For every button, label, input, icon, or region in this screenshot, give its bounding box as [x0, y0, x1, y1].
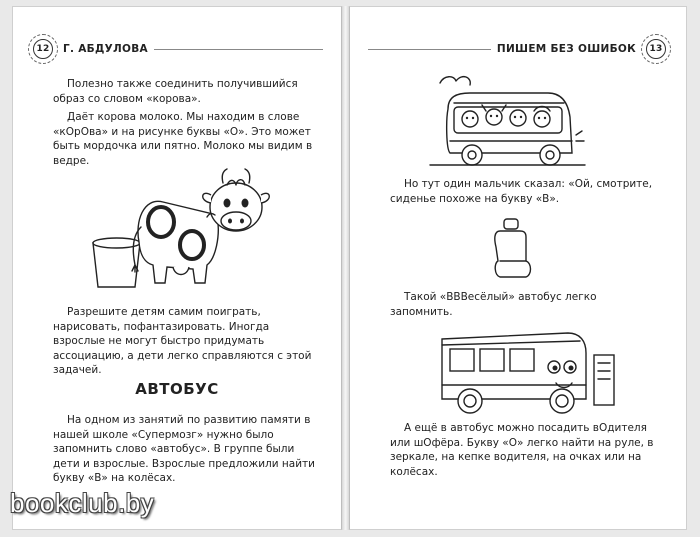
page-number: 12: [36, 44, 50, 54]
text-block-2: [390, 290, 658, 323]
seat-illustration: [490, 217, 534, 283]
seat-headrest-icon: [504, 219, 518, 229]
paragraph: А ещё в автобус можно посадить вОдителя или шОфёра. Букву «О» легко найти на руле, в зеркале, на кепке водителя, на очках или на колёсах.: [390, 422, 654, 478]
header-rule: [154, 49, 323, 50]
paragraph: На одном из занятий по развитию памяти в нашей школе «Супермозг» нужно было запомнить слово «автобус». В группе были дети и взрослые. Взрослые предложили найти букву «В» на колёсах.: [53, 414, 315, 485]
text-block-middle: [53, 305, 315, 382]
text-block-bottom: [53, 413, 315, 490]
cow-illustration: [83, 167, 283, 292]
paragraph: Даёт корова молоко. Мы находим в слове «кОрОва» и на рисунке буквы «О». Это может быть мордочка или пятно. Молоко мы видим в ведре.: [53, 111, 313, 167]
paragraph: Такой «ВВВесёлый» автобус легко запомнить.: [390, 291, 597, 318]
book-title: ПИШЕМ БЕЗ ОШИБОК: [496, 43, 636, 55]
right-page-header: [362, 39, 666, 59]
seat-icon: [495, 231, 531, 277]
paragraph: Полезно также соединить получившийся образ со словом «корова».: [53, 78, 298, 105]
book-gutter: [342, 6, 349, 530]
left-page: [12, 6, 342, 530]
author-name: Г. АБДУЛОВА: [63, 43, 148, 55]
cartoon-bus-illustration: [430, 325, 620, 417]
text-block-top: [53, 77, 315, 173]
watermark: bookclub.by: [10, 488, 155, 518]
text-block-1: [390, 177, 658, 210]
paragraph: Разрешите детям самим поиграть, нарисовать, пофантазировать. Иногда взрослые не могут быстро придумать ассоциацию, а дети легко справляются с этой задачей.: [53, 306, 312, 377]
left-page-header: [33, 39, 329, 59]
header-rule: [368, 49, 491, 50]
page-number-badge: [33, 39, 53, 59]
text-block-3: [390, 421, 658, 483]
page-number: 13: [649, 44, 663, 54]
page-number-badge: [646, 39, 666, 59]
bus-with-children-illustration: [420, 69, 590, 173]
bird-icon: [440, 77, 470, 85]
paragraph: Но тут один мальчик сказал: «Ой, смотрите, сиденье похоже на букву «В».: [390, 178, 653, 205]
right-page: [349, 6, 687, 530]
section-heading: АВТОБУС: [135, 380, 219, 398]
